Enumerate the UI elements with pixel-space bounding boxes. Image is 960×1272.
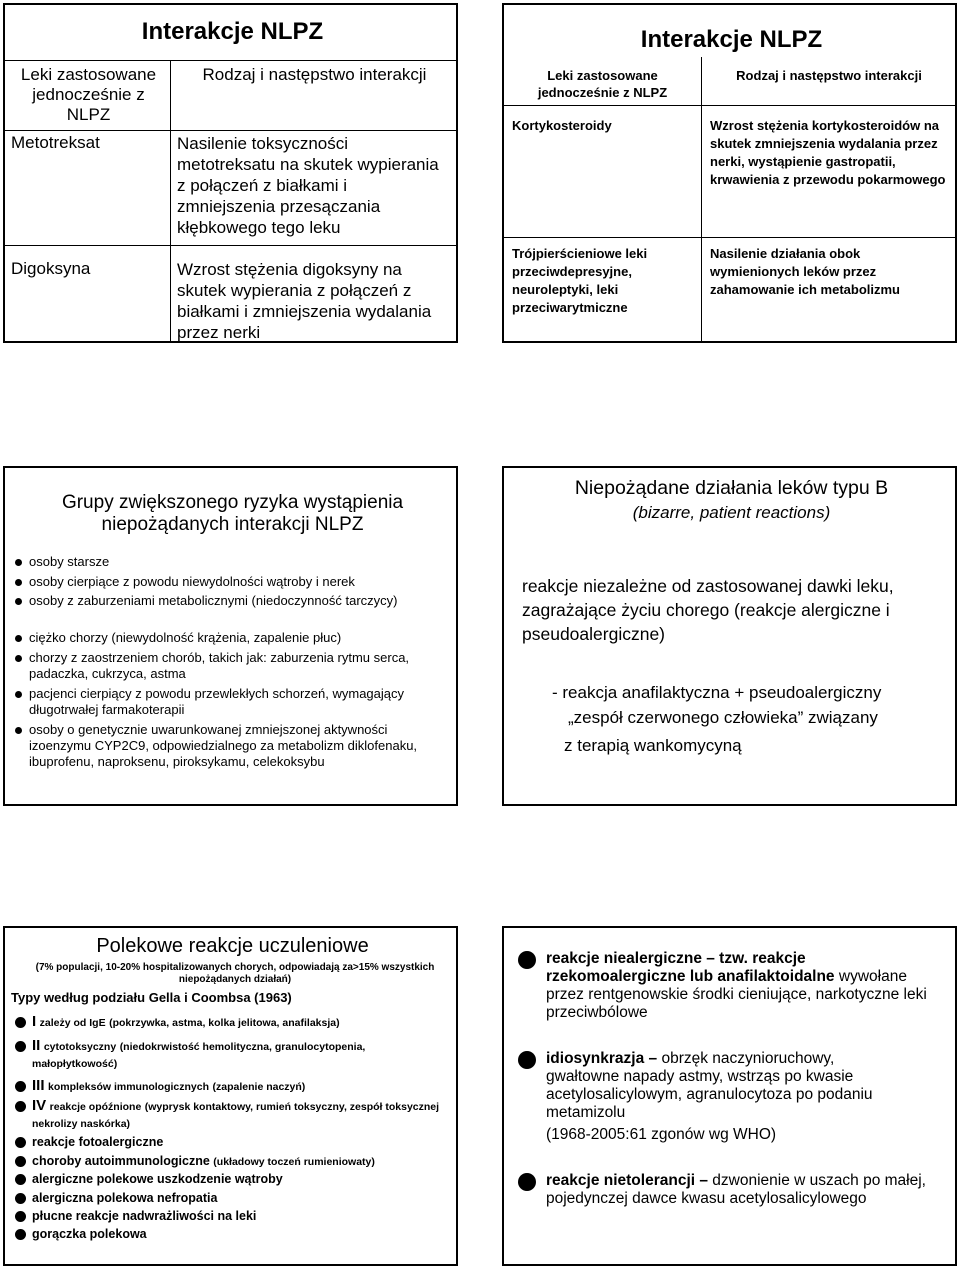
bullet-icon: [15, 1041, 26, 1052]
list-item: II cytotoksyczny (niedokrwistość hemolityczna, granulocytopenia, małopłytkowość): [15, 1038, 435, 1072]
reaction-example: z terapią wankomycyną: [564, 736, 742, 755]
slide-subtitle: (bizarre, patient reactions): [632, 503, 831, 522]
slide-interakcje-2: [502, 3, 957, 343]
list-item: reakcje niealergiczne – tzw. reakcje rzekomoalergiczne lub anafilaktoidalne wywołane przez rentgenowskie środki cieniujące, narkotyczne leki przeciwbólowe: [518, 950, 938, 1022]
list-item: reakcje nietolerancji – dzwonienie w uszach po małej, pojedynczej dawce kwasu acetylosalicylowego: [518, 1172, 948, 1208]
slide-title: Polekowe reakcje uczuleniowe: [96, 935, 369, 957]
column-header-drugs: Leki zastosowane jednocześnie z NLPZ: [537, 68, 668, 100]
list-item: idiosynkrazja – obrzęk naczynioruchowy, gwałtowne napady astmy, wstrząs po kwasie acetylosalicylowym, agranulocytoza po podaniu metamizolu: [518, 1050, 908, 1122]
bullet-icon: [15, 1017, 26, 1028]
bullet-icon: [15, 579, 22, 586]
slide-title: Interakcje NLPZ: [141, 18, 324, 45]
bullet-icon: [518, 951, 536, 969]
list-item: alergiczna polekowa nefropatia: [15, 1190, 440, 1206]
bullet-icon: [15, 1101, 26, 1112]
drug-name: Kortykosteroidy: [512, 118, 612, 133]
bullet-icon: [518, 1173, 536, 1191]
slide-title: Grupy zwiększonego ryzyka wystąpienia niepożądanych interakcji NLPZ: [61, 492, 404, 535]
column-header-interaction: Rodzaj i następstwo interakcji: [736, 68, 922, 83]
column-header-drugs: Leki zastosowane jednocześnie z NLPZ: [20, 65, 157, 124]
slide-interakcje-1: [3, 3, 458, 343]
slide-nonallergic-reactions: [502, 926, 957, 1266]
list-item: reakcje fotoalergiczne: [15, 1134, 440, 1150]
bullet-icon: [15, 655, 22, 662]
main-definition: reakcje niezależne od zastosowanej dawki leku, zagrażające życiu chorego (reakcje alergiczne i pseudoalergiczne): [522, 576, 894, 644]
bullet-icon: [15, 1193, 26, 1204]
list-item: ciężko chorzy (niewydolność krążenia, zapalenie płuc): [15, 630, 445, 646]
interaction-effect: Wzrost stężenia digoksyny na skutek wypierania z połączeń z białkami i zmniejszenia wydalania przez nerki: [177, 260, 432, 342]
bullet-icon: [15, 1137, 26, 1148]
slide-allergic-reactions: [3, 926, 458, 1266]
list-item: pacjenci cierpiący z powodu przewlekłych schorzeń, wymagający długotrwałej farmakoterapii: [15, 686, 420, 718]
bullet-icon: [15, 1229, 26, 1240]
bullet-icon: [15, 691, 22, 698]
interaction-effect: Wzrost stężenia kortykosteroidów na skutek zmniejszenia wydalania przez nerki, wystąpienie gastropatii, krwawienia z przewodu pokarmowego: [710, 118, 946, 187]
list-item: płucne reakcje nadwrażliwości na leki: [15, 1208, 440, 1224]
interaction-effect: Nasilenie działania obok wymienionych leków przez zahamowanie ich metabolizmu: [710, 246, 900, 297]
list-item: gorączka polekowa: [15, 1226, 440, 1242]
list-item: I zależy od IgE (pokrzywka, astma, kolka jelitowa, anafilaksja): [15, 1014, 440, 1031]
bullet-icon: [15, 598, 22, 605]
bullet-icon: [15, 1211, 26, 1222]
bullet-icon: [15, 635, 22, 642]
who-note: (1968-2005:61 zgonów wg WHO): [546, 1126, 777, 1143]
slide-title: Niepożądane działania leków typu B: [574, 477, 889, 499]
list-item: alergiczne polekowe uszkodzenie wątroby: [15, 1171, 440, 1187]
drug-name: Trójpierścieniowe leki przeciwdepresyjne, neuroleptyki, leki przeciwarytmiczne: [512, 246, 648, 315]
bullet-icon: [15, 727, 22, 734]
list-item: osoby o genetycznie uwarunkowanej zmniejszonej aktywności izoenzymu CYP2C9, odpowiedzialnego za metabolizm diklofenaku, ibuprofenu, naproksenu, piroksykamu, celekoksybu: [15, 722, 420, 770]
list-item: osoby cierpiące z powodu niewydolności wątroby i nerek: [15, 574, 445, 590]
bullet-icon: [15, 559, 22, 566]
list-item: IV reakcje opóźnione (wyprysk kontaktowy, rumień toksyczny, zespół toksycznej nekrolizy naskórka): [15, 1098, 440, 1132]
reaction-example: „zespół czerwonego człowieka” związany: [568, 708, 878, 727]
slide-risk-groups: [3, 466, 458, 806]
bullet-icon: [518, 1051, 536, 1069]
bullet-icon: [15, 1156, 26, 1167]
bullet-icon: [15, 1081, 26, 1092]
interaction-effect: Nasilenie toksyczności metotreksatu na skutek wypierania z połączeń z białkami i zmniejszenia przesączania kłębkowego tego leku: [177, 134, 439, 237]
reaction-example: - reakcja anafilaktyczna + pseudoalergiczny: [552, 683, 882, 702]
list-item: osoby starsze: [15, 554, 445, 570]
column-header-interaction: Rodzaj i następstwo interakcji: [202, 65, 427, 84]
drug-name: Digoksyna: [11, 259, 91, 278]
drug-name: Metotreksat: [11, 133, 100, 152]
list-item: osoby z zaburzeniami metabolicznymi (niedoczynność tarczycy): [15, 593, 445, 609]
slide-note: (7% populacji, 10-20% hospitalizowanych chorych, odpowiadają za>15% wszystkich niepożądanych działań): [35, 962, 435, 985]
bullet-icon: [15, 1174, 26, 1185]
list-item: chorzy z zaostrzeniem chorób, takich jak: zaburzenia rytmu serca, padaczka, cukrzyca, astma: [15, 650, 445, 682]
slide-type-b-reactions: [502, 466, 957, 806]
classification-heading: Typy według podziału Gella i Coombsa (1963): [11, 990, 292, 1005]
slide-title: Interakcje NLPZ: [640, 26, 823, 53]
list-item: choroby autoimmunologiczne (układowy toczeń rumieniowaty): [15, 1153, 440, 1170]
list-item: III kompleksów immunologicznych (zapalenie naczyń): [15, 1078, 440, 1095]
